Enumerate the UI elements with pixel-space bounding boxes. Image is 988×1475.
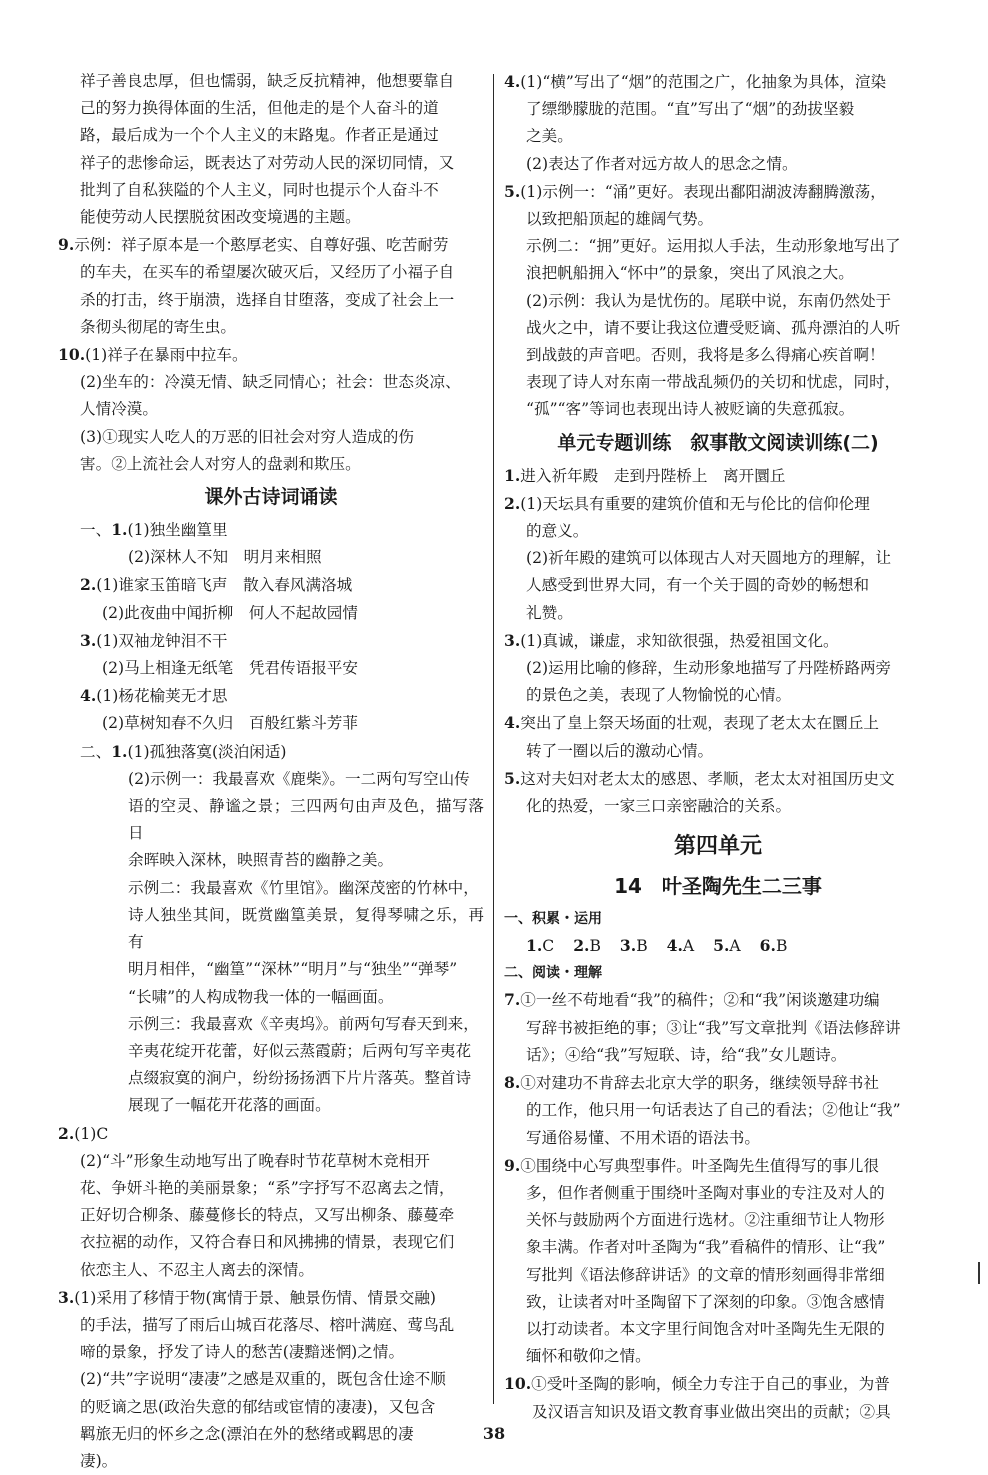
scan-edge-mark [978,1262,980,1284]
text-line: (1)采用了移情于物(寓情于景、触景伤情、情景交融) [74,1288,437,1307]
text-line: (3)①现实人吃人的万恶的旧社会对穷人造成的伤 [80,427,414,446]
text-line: 啼的景象，抒发了诗人的愁苦(凄黯迷惘)之情。 [80,1343,405,1362]
text-line: (2)“共”字说明“凄凄”之感是双重的，既包含仕途不顺 [80,1370,446,1389]
lesson-answer-9 [504,1152,932,1371]
text-line: 化的热爱，一家三口亲密融洽的关系。 [526,797,792,816]
text-line: 浪把帆船拥入“怀中”的景象，突出了风浪之大。 [526,264,854,283]
lesson-answer-10 [504,1370,932,1425]
question-number: 3. [504,630,521,650]
text-line: 战火之中，请不要让我这位遭受贬谪、孤舟漂泊的人听 [526,318,901,337]
text-line: 杀的打击，终于崩溃，选择自甘堕落，变成了社会上一 [80,290,455,309]
question-number: 3. [619,936,637,956]
multiple-choice-answers [504,932,932,960]
text-line: 写批判《语法修辞讲话》的文章的情形刻画得非常细 [526,1265,885,1284]
text-line: 这对夫妇对老太太的感恩、孝顺，老太太对祖国历史文 [520,769,895,788]
text-line: 示例三：我最喜欢《辛夷坞》。前两句写春天到来， [128,1014,479,1033]
text-line: 的景色之美，表现了人物愉悦的心情。 [526,686,792,705]
question-number: 7. [504,990,521,1010]
text-line: ①对建功不肯辞去北京大学的职务，继续领导辞书社 [520,1074,879,1093]
text-line: 多，但作者侧重于围绕叶圣陶对事业的专注及对人的 [526,1183,885,1202]
part-1-q1 [58,516,484,571]
text-line: (2)草树知春不久归 百般红紫斗芳菲 [102,714,358,733]
unit-answer-4 [504,709,932,764]
text-line: (1)“横”写出了“烟”的范围之广，化抽象为具体，渲染 [520,73,887,91]
text-line: (2)此夜曲中闻折柳 何人不起故园情 [102,603,358,622]
left-column [58,68,484,1475]
novel-answer-continuation [58,68,484,231]
question-number: 2. [504,493,521,513]
text-line: 辛夷花绽开花蕾，好似云蒸霞蔚；后两句写辛夷花 [128,1041,472,1060]
unit-training-title: 单元专题训练 叙事散文阅读训练(二) [557,431,879,454]
text-line: 缅怀和敬仰之情。 [526,1347,651,1366]
text-line: 的手法，描写了雨后山城百花落尽、榕叶满庭、莺鸟乱 [80,1315,455,1334]
unit-answer-3 [504,627,932,710]
column-divider [493,74,494,1404]
text-line: 写辞书被拒绝的事；③让“我”写文章批判《语法修辞讲 [526,1018,901,1037]
answer-9 [58,231,484,341]
text-line: 关怀与鼓励两个方面进行选材。②注重细节让人物形 [526,1211,885,1230]
text-line: 点缀寂寞的涧户，纷纷扬扬洒下片片落英。整首诗 [128,1069,472,1088]
text-line: 写通俗易懂、不用术语的语法书。 [526,1128,760,1147]
section-title: 课外古诗词诵读 [204,486,338,509]
text-line: 话》；④给“我”写短联、诗，给“我”女儿题诗。 [526,1045,847,1064]
text-line: 条彻头彻尾的寄生虫。 [80,317,236,336]
text-line: (1)谁家玉笛暗飞声 散入春风满洛城 [96,576,353,595]
lesson-title: 14 叶圣陶先生二三事 [614,874,822,899]
text-line: 凄)。 [80,1451,118,1470]
text-line: (1)杨花榆荚无才思 [96,687,228,706]
right-column [504,68,932,1426]
unit-answer-2 [504,490,932,627]
text-line: (1)C [74,1124,109,1143]
text-line: (1)双袖龙钟泪不干 [96,631,228,650]
text-line: 致，让读者对叶圣陶留下了深刻的印象。③饱含感情 [526,1292,885,1311]
choice-answer: B [775,937,788,956]
text-line: 语的空灵、静谧之景；三四两句由声及色，描写落日 [128,797,484,843]
text-line: 示例二：我最喜欢《竹里馆》。幽深茂密的竹林中， [128,878,479,897]
text-line: 象丰满。作者对叶圣陶为“我”看稿件的情形、让“我” [526,1238,886,1257]
text-line: 的意义。 [526,522,589,541]
text-line: (1)孤独落寞(淡泊闲适) [127,742,287,761]
choice-answer: B [589,937,601,956]
text-line: (1)天坛具有重要的建筑价值和无与伦比的信仰伦理 [520,494,870,513]
question-number: 5. [504,181,521,201]
text-line: 展现了一幅花开花落的画面。 [128,1096,331,1115]
question-number: 1. [111,520,128,540]
question-number: 8. [504,1073,521,1093]
question-number: 10. [58,345,86,365]
text-line: (1)祥子在暴雨中拉车。 [85,346,248,365]
text-line: 突出了皇上祭天场面的壮观，表现了老太太在圜丘上 [520,714,879,733]
text-line: 人情冷漠。 [80,400,158,419]
text-line: 进入祈年殿 走到丹陛桥上 离开圜丘 [520,466,786,485]
part-2-q2 [58,1120,484,1284]
text-line: 正好切合柳条、藤蔓修长的特点，又写出柳条、藤蔓牵 [80,1206,455,1225]
choice-answer: B [636,937,648,956]
question-number: 6. [759,936,776,956]
part-1-q2 [58,571,484,626]
text-line: “孤”“客”等词也表现出诗人被贬谪的失意孤寂。 [526,400,855,419]
text-line: 批判了自私狭隘的个人主义，同时也提示个人奋斗不 [80,180,439,199]
question-number: 2. [80,575,97,595]
text-line: (2)运用比喻的修辞，生动形象地描写了丹陛桥路两旁 [526,659,892,678]
text-line: 依恋主人、不忍主人离去的深情。 [80,1260,314,1279]
text-line: 示例二：“拥”更好。运用拟人手法，生动形象地写出了 [526,237,901,256]
text-line: 以致把船顶起的雄阔气势。 [526,210,714,229]
question-number: 9. [58,235,75,255]
text-line: (2)“斗”形象生动地写出了晚春时节花草树木竞相开 [80,1151,430,1170]
text-line: 余晖映入深林，映照青苔的幽静之美。 [128,851,394,870]
unit-answer-5 [504,765,932,820]
question-number: 5. [713,936,730,956]
text-line: (2)坐车的：冷漠无情、缺乏同情心；社会：世态炎凉、 [80,373,461,392]
page-number: 38 [482,1424,506,1443]
part-prefix: 一、 [80,521,112,540]
text-line: 转了一圈以后的激动心情。 [526,741,714,760]
question-number: 1. [504,465,521,485]
text-line: 害。②上流社会人对穷人的盘剥和欺压。 [80,454,361,473]
question-number: 4. [504,72,521,91]
question-number: 2. [573,936,590,956]
question-number: 4. [666,936,683,956]
text-line: 礼赞。 [526,603,573,622]
question-number: 1. [111,741,128,761]
text-line: 路，最后成为一个个人主义的末路鬼。作者正是通过 [80,126,439,145]
answer-10 [58,341,484,478]
question-number: 3. [80,630,97,650]
choice-answer: A [729,937,741,956]
text-line: 到战鼓的声音吧。否则，我将是多么得痛心疾首啊！ [526,346,885,365]
text-line: 花、争妍斗艳的美丽景象；“系”字抒写不忍离去之情， [80,1178,455,1197]
poem-answer-4 [504,68,932,178]
text-line: 能使劳动人民摆脱贫困改变境遇的主题。 [80,208,361,227]
text-line: “长啸”的人构成物我一体的一幅画面。 [128,987,394,1006]
text-line: (2)马上相逢无纸笔 凭君传语报平安 [102,659,358,678]
part-1-q4 [58,682,484,737]
text-line: (1)真诚，谦虚，求知欲很强，热爱祖国文化。 [520,631,839,650]
text-line: 的贬谪之思(政治失意的郁结或宦情的凄凄)，又包含 [80,1397,436,1416]
text-line: (1)示例一：“涌”更好。表现出鄱阳湖波涛翻腾激荡， [520,182,886,201]
choice-answer: A [682,937,695,956]
unit-answer-1 [504,462,932,490]
text-line: (2)祈年殿的建筑可以体现古人对天圆地方的理解，让 [526,549,892,568]
text-line: ①围绕中心写典型事件。叶圣陶先生值得写的事儿很 [520,1156,879,1175]
text-line: 人感受到世界大同，有一个关于圆的奇妙的畅想和 [526,576,870,595]
part-1-q3 [58,627,484,682]
text-line: 以打动读者。本文字里行间饱含对叶圣陶先生无限的 [526,1319,885,1338]
text-line: 及汉语言知识及语文教育事业做出突出的贡献；②具 [532,1402,891,1421]
question-number: 9. [504,1155,521,1175]
question-number: 4. [504,713,521,733]
text-line: (2)深林人不知 明月来相照 [128,548,322,567]
text-line: (2)示例：我认为是忧伤的。尾联中说，东南仍然处于 [526,291,892,310]
text-line: 祥子的悲惨命运，既表达了对劳动人民的深切同情，又 [80,153,455,172]
text-line: 明月相伴，“幽篁”“深林”“明月”与“独坐”“弹琴” [128,960,458,979]
text-line: 了缥缈朦胧的范围。“直”写出了“烟”的劲拔坚毅 [526,100,855,119]
question-number: 10. [504,1374,532,1394]
text-line: 的车夫，在买车的希望屡次破灭后，又经历了小福子自 [80,263,455,282]
text-line: 之美。 [526,127,573,146]
text-line: 示例：祥子原本是一个憨厚老实、自尊好强、吃苦耐劳 [74,236,449,255]
text-line: 的工作，他只用一句话表达了自己的看法；②他让“我” [526,1101,901,1120]
text-line: 羁旅无归的怀乡之念(漂泊在外的愁绪或羁思的凄 [80,1424,414,1443]
text-line: 衣拉裾的动作，又符合春日和风拂拂的情景，表现它们 [80,1233,455,1252]
text-line: 诗人独坐其间，既赏幽篁美景，复得琴啸之乐，再有 [128,905,484,952]
text-line: ①一丝不苟地看“我”的稿件；②和“我”闲谈邀建功编 [520,991,880,1010]
question-number: 4. [80,686,97,706]
lesson-answer-7 [504,986,932,1069]
question-number: 2. [58,1123,75,1143]
section-accumulate: 一、积累・运用 [504,911,602,928]
lesson-answer-8 [504,1069,932,1152]
text-line: 祥子善良忠厚，但也懦弱，缺乏反抗精神，他想要靠自 [80,72,455,90]
text-line: (2)示例一：我最喜欢《鹿柴》。一二两句写空山传 [128,769,470,788]
question-number: 5. [504,768,521,788]
part-prefix: 二、 [80,742,112,761]
section-reading: 二、阅读・理解 [504,965,602,982]
text-line: (2)表达了作者对远方故人的思念之情。 [526,154,798,173]
text-line: (1)独坐幽篁里 [127,521,228,540]
text-line: ①受叶圣陶的影响，倾全力专注于自己的事业，为普 [531,1375,890,1394]
text-line: 己的努力换得体面的生活，但他走的是个人奋斗的道 [80,99,439,118]
unit-4-title: 第四单元 [673,834,762,860]
poem-answer-5 [504,178,932,424]
text-line: 表现了诗人对东南一带战乱频仍的关切和忧虑，同时， [526,373,901,392]
question-number: 1. [526,936,543,956]
choice-answer: C [542,937,555,956]
part-2-q1 [58,738,484,1120]
question-number: 3. [58,1287,75,1307]
